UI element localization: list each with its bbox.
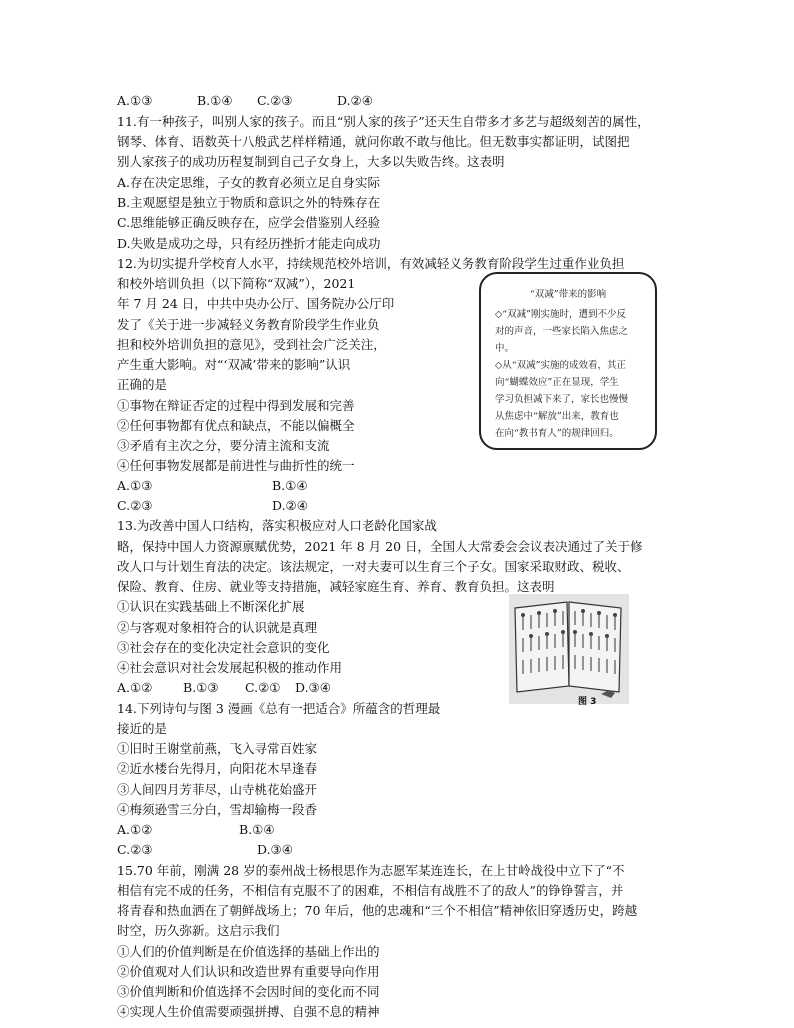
q12-option-d: D.②④ <box>272 498 308 513</box>
q12-options-row <box>117 496 308 516</box>
q14-stem-line: 14.下列诗句与图 3 漫画《总有一把适合》所蕴含的哲理最 <box>117 701 441 716</box>
q13-options <box>117 678 331 698</box>
box-line: ◇“双减”刚实施时，遭到不少反 <box>495 309 627 320</box>
box-line: 从焦虑中“解放”出来，教育也 <box>495 411 619 422</box>
q11-stem-line: 别人家孩子的成功历程复制到自己子女身上，大多以失败告终。这表明 <box>117 154 505 169</box>
q13-stem-line: 略，保持中国人力资源禀赋优势，2021 年 8 月 20 日，全国人大常委会会议表决通过了关于修 <box>117 539 643 554</box>
q15-stem-line: 时空，历久弥新。这启示我们 <box>117 923 280 938</box>
q14-option-c: C.②③ <box>117 842 153 857</box>
q14-stem-line: 接近的是 <box>117 721 168 736</box>
q11-stem-line: 钢琴、体育、语数英十八般武艺样样精通，就问你敢不敢与他比。但无数事实都证明，试图把 <box>117 134 630 149</box>
q13-item: ①认识在实践基础上不断深化扩展 <box>117 599 305 614</box>
q13-item: ②与客观对象相符合的认识就是真理 <box>117 620 318 635</box>
q12-stem-line: 和校外培训负担（以下简称“双减”），2021 <box>117 276 356 291</box>
q12-stem-line: 产生重大影响。对“‘双减’带来的影响”认识 <box>117 357 351 372</box>
q15-stem-line: 15.70 年前，刚满 28 岁的泰州战士杨根思作为志愿军某连连长，在上甘岭战役中立下了“不 <box>117 863 625 878</box>
q12-stem-line: 12.为切实提升学校育人水平，持续规范校外培训，有效减轻义务教育阶段学生过重作业负担 <box>117 256 625 271</box>
figure-caption: 图 3 <box>578 697 597 707</box>
q12-stem-line: 正确的是 <box>117 377 168 392</box>
q14-option-d: D.③④ <box>257 842 293 857</box>
q13-stem-line: 保险、教育、住房、就业等支持措施，减轻家庭生育、养育、教育负担。这表明 <box>117 579 555 594</box>
q10-options <box>117 91 373 111</box>
q12-item: ②任何事物都有优点和缺点，不能以偏概全 <box>117 418 355 433</box>
q13-option-b: B.①③ <box>183 680 219 695</box>
q13-option-a: A.①② <box>117 680 153 695</box>
shuangjian-impact-box <box>479 272 657 450</box>
q14-options-row <box>117 840 293 860</box>
q11-choice-a: A.存在决定思维，子女的教育必须立足自身实际 <box>117 175 381 190</box>
q11-stem-line: 11.有一种孩子，叫别人家的孩子。而且“别人家的孩子”还天生自带多才多艺与超级刻苦的属性， <box>117 114 650 129</box>
q12-option-a: A.①③ <box>117 478 153 493</box>
q12-stem-line: 担和校外培训负担的意见》，受到社会广泛关注， <box>117 337 386 352</box>
q11-choice-d: D.失败是成功之母，只有经历挫折才能走向成功 <box>117 236 381 251</box>
q12-item: ①事物在辩证否定的过程中得到发展和完善 <box>117 398 355 413</box>
box-line: 向“蝴蝶效应”正在显现，学生 <box>495 377 619 388</box>
q13-stem-line: 改人口与计划生育法的决定。该法规定，一对夫妻可以生育三个子女。国家采取财政、税收、 <box>117 559 630 574</box>
q14-item: ④梅须逊雪三分白，雪却输梅一段香 <box>117 802 318 817</box>
q12-stem-line: 发了《关于进一步减轻义务教育阶段学生作业负 <box>117 317 380 332</box>
q14-item: ②近水楼台先得月，向阳花木早逢春 <box>117 761 318 776</box>
q15-stem-line: 相信有完不成的任务，不相信有克服不了的困难，不相信有战胜不了的敌人”的铮铮誓言，并 <box>117 883 624 898</box>
q14-option-a: A.①② <box>117 822 153 837</box>
q13-option-c: C.②① <box>245 680 281 695</box>
q12-item: ③矛盾有主次之分，要分清主流和支流 <box>117 438 330 453</box>
box-line: 在向“教书育人”的规律回归。 <box>495 428 619 439</box>
q15-stem-line: 将青春和热血洒在了朝鲜战场上；70 年后，他的忠魂和“三个不相信”精神依旧穿透历史，跨越 <box>117 903 638 918</box>
q13-item: ③社会存在的变化决定社会意识的变化 <box>117 640 330 655</box>
box-line: 中。 <box>495 343 515 354</box>
q10-option-d: D.②④ <box>337 93 373 108</box>
q14-item: ③人间四月芳菲尽，山寺桃花始盛开 <box>117 782 318 797</box>
cartoon-keys-book-figure <box>509 586 629 712</box>
q14-item: ①旧时王谢堂前燕，飞入寻常百姓家 <box>117 741 318 756</box>
q15-item: ④实现人生价值需要顽强拼搏、自强不息的精神 <box>117 1004 380 1019</box>
q13-item: ④社会意识对社会发展起积极的推动作用 <box>117 660 343 675</box>
box-line: 对的声音，一些家长陷入焦虑之 <box>495 326 629 337</box>
q12-option-b: B.①④ <box>272 478 308 493</box>
q14-options-row <box>117 820 275 840</box>
q13-stem-line: 13.为改善中国人口结构，落实积极应对人口老龄化国家战 <box>117 518 437 533</box>
q12-stem-line: 年 7 月 24 日，中共中央办公厅、国务院办公厅印 <box>117 296 395 311</box>
q15-item: ①人们的价值判断是在价值选择的基础上作出的 <box>117 944 380 959</box>
box-title: “双减”带来的影响 <box>529 289 607 300</box>
q14-option-b: B.①④ <box>239 822 275 837</box>
q10-option-b: B.①④ <box>197 93 233 108</box>
q15-item: ②价值观对人们认识和改造世界有重要导向作用 <box>117 964 380 979</box>
q10-option-c: C.②③ <box>257 93 293 108</box>
q12-options-row <box>117 476 308 496</box>
q11-choice-c: C.思维能够正确反映存在，应学会借鉴别人经验 <box>117 215 381 230</box>
q10-option-a: A.①③ <box>117 93 153 108</box>
q11-choice-b: B.主观愿望是独立于物质和意识之外的特殊存在 <box>117 195 381 210</box>
box-line: ◇从“双减”实施的成效看，其正 <box>495 360 627 371</box>
q13-option-d: D.③④ <box>295 680 331 695</box>
q12-item: ④任何事物发展都是前进性与曲折性的统一 <box>117 458 355 473</box>
q15-item: ③价值判断和价值选择不会因时间的变化而不同 <box>117 984 380 999</box>
box-line: 学习负担减下来了，家长也慢慢 <box>495 394 629 405</box>
q12-option-c: C.②③ <box>117 498 153 513</box>
